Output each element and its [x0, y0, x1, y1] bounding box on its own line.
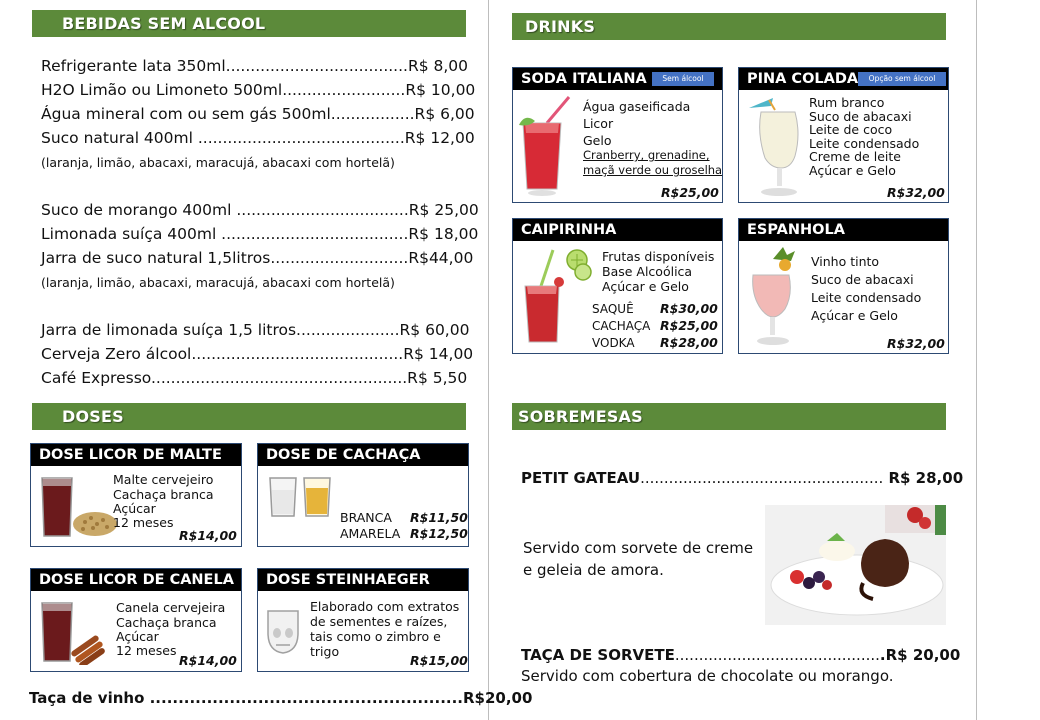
menu-line: Suco natural 400ml ..........................................R$ 12,00 [41, 129, 475, 147]
dessert-name: PETIT GATEAU [521, 469, 641, 487]
card-title: SODA ITALIANA [513, 68, 722, 90]
shot-glasses-icon [268, 476, 338, 518]
ingredient: Açúcar e Gelo [602, 279, 689, 294]
desc-line: e geleia de amora. [523, 561, 664, 579]
ingredient: Rum branco [809, 95, 885, 110]
price: R$30,00 [660, 301, 718, 316]
card-title: PINA COLADA [739, 68, 948, 90]
ingredient: Gelo [583, 133, 612, 148]
soda-glass-icon [517, 93, 577, 199]
column-divider-left [488, 0, 489, 720]
card-dose-cachaca [257, 443, 469, 547]
ingredient: Açúcar [116, 629, 159, 644]
dessert-name: TAÇA DE SORVETE [521, 646, 675, 664]
espanhola-glass-icon [743, 245, 809, 351]
cinnamon-liqueur-icon [39, 599, 119, 665]
menu-line: Refrigerante lata 350ml.....................................R$ 8,00 [41, 57, 469, 75]
price: R$32,00 [887, 336, 945, 351]
dot-leader: ................................................... [640, 469, 884, 487]
ingredient: Açúcar e Gelo [811, 308, 898, 323]
petit-gateau-desc [523, 537, 753, 581]
badge-sem-alcool: Sem álcool [652, 72, 714, 86]
ingredient: Base Alcoólica [602, 264, 693, 279]
desc-line: Servido com sorvete de creme [523, 539, 754, 557]
badge-opcao-sem-alcool: Opção sem álcool [858, 72, 946, 86]
menu-line: Suco de morango 400ml ...................................R$ 25,00 [41, 201, 479, 219]
ingredient: Leite de coco [809, 122, 893, 137]
ingredients-list [583, 98, 690, 149]
card-title: DOSE DE CACHAÇA [258, 444, 468, 466]
price: R$12,50 [410, 526, 468, 541]
ingredient: Cachaça branca [113, 487, 214, 502]
menu-line: Água mineral com ou sem gás 500ml.................R$ 6,00 [41, 105, 475, 123]
ingredient: Elaborado com extratos [310, 599, 460, 614]
card-soda-italiana [512, 67, 723, 203]
ingredient: Cachaça branca [116, 615, 217, 630]
ingredient: 12 meses [116, 643, 177, 658]
menu-line: Cerveja Zero álcool...........................................R$ 14,00 [41, 345, 474, 363]
price: R$28,00 [660, 335, 718, 350]
flavor: maçã verde ou groselha [583, 163, 723, 177]
ingredient: Leite condensado [811, 290, 922, 305]
ingredient: Canela cervejeira [116, 600, 226, 615]
taca-sorvete-line [521, 646, 960, 664]
drinks-header: DRINKS [512, 13, 946, 40]
doses-header: DOSES [32, 403, 466, 430]
ingredients-list [811, 253, 921, 325]
card-title: DOSE LICOR DE CANELA [31, 569, 241, 591]
menu-note: (laranja, limão, abacaxi, maracujá, abacaxi com hortelã) [41, 275, 395, 290]
card-caipirinha [512, 218, 723, 354]
price-list [660, 300, 718, 351]
cachaca-type: AMARELA [340, 526, 401, 541]
price-list [410, 510, 468, 542]
price: R$ 28,00 [883, 469, 964, 487]
ingredient: de sementes e raízes, [310, 614, 448, 629]
menu-line: Limonada suíça 400ml ......................................R$ 18,00 [41, 225, 479, 243]
base-option: SAQUÊ [592, 302, 634, 316]
menu-note: (laranja, limão, abacaxi, maracujá, abacaxi com hortelã) [41, 155, 395, 170]
cachaca-type: BRANCA [340, 510, 392, 525]
menu-line: Café Expresso....................................................R$ 5,50 [41, 369, 468, 387]
ingredients-list [310, 599, 459, 659]
card-pina-colada [738, 67, 949, 203]
card-dose-licor-malte [30, 443, 242, 547]
card-title: CAIPIRINHA [513, 219, 722, 241]
ingredient: trigo [310, 644, 340, 659]
card-title: DOSE LICOR DE MALTE [31, 444, 241, 466]
card-dose-steinhaeger [257, 568, 469, 672]
ingredient: Creme de leite [809, 149, 901, 164]
base-alcoolica-list [592, 301, 650, 352]
menu-line: Jarra de suco natural 1,5litros............................R$44,00 [41, 249, 474, 267]
ingredient: Água gaseificada [583, 99, 691, 114]
column-divider-right [976, 0, 977, 720]
price: R$25,00 [661, 185, 719, 200]
wine-glass-line: Taça de vinho .......................................................R$20,00 [29, 689, 533, 707]
card-dose-licor-canela [30, 568, 242, 672]
sobremesas-header: SOBREMESAS [512, 403, 946, 430]
menu-line: H2O Limão ou Limoneto 500ml.........................R$ 10,00 [41, 81, 476, 99]
base-option: VODKA [592, 336, 635, 350]
ingredients-list [113, 472, 214, 530]
ingredient: Vinho tinto [811, 254, 880, 269]
ingredient: Açúcar [113, 501, 156, 516]
petit-gateau-photo [765, 505, 946, 625]
ingredient: Suco de abacaxi [809, 108, 912, 124]
price: R$32,00 [887, 185, 945, 200]
ingredients-list [809, 96, 919, 177]
liqueur-glass-icon [39, 474, 119, 540]
price: R$25,00 [660, 318, 718, 333]
caipirinha-glass-icon [519, 246, 599, 350]
ingredient: Malte cervejeiro [113, 472, 214, 487]
price: .R$ 20,00 [879, 646, 961, 664]
price: R$15,00 [410, 653, 468, 668]
ingredient: Frutas disponíveis [602, 249, 715, 264]
ingredients-list [116, 600, 225, 658]
menu-line: Jarra de limonada suíça 1,5 litros.....................R$ 60,00 [41, 321, 470, 339]
card-title: ESPANHOLA [739, 219, 948, 241]
cachaca-types [340, 510, 400, 542]
ingredient: Açúcar e Gelo [809, 162, 896, 178]
price: R$14,00 [179, 653, 237, 668]
taca-sorvete-desc: Servido com cobertura de chocolate ou morango. [521, 667, 894, 685]
card-title: DOSE STEINHAEGER [258, 569, 468, 591]
card-espanhola [738, 218, 949, 354]
flavor: Cranberry, grenadine, [583, 148, 710, 162]
ingredient: 12 meses [113, 515, 174, 530]
flavor-options [583, 148, 722, 178]
ingredient: tais como o zimbro e [310, 629, 441, 644]
price: R$14,00 [179, 528, 237, 543]
ingredient: Suco de abacaxi [811, 272, 914, 287]
price: R$11,50 [410, 510, 468, 525]
petit-gateau-line [521, 469, 963, 487]
ingredient: Licor [583, 116, 614, 131]
bebidas-header: BEBIDAS SEM ALCOOL [32, 10, 466, 37]
skull-glass-icon [264, 607, 304, 657]
ingredients-list [602, 249, 714, 294]
dot-leader: ........................................... [674, 646, 880, 664]
base-option: CACHAÇA [592, 319, 651, 333]
ingredient: Leite condensado [809, 135, 920, 151]
pina-colada-glass-icon [743, 94, 809, 200]
